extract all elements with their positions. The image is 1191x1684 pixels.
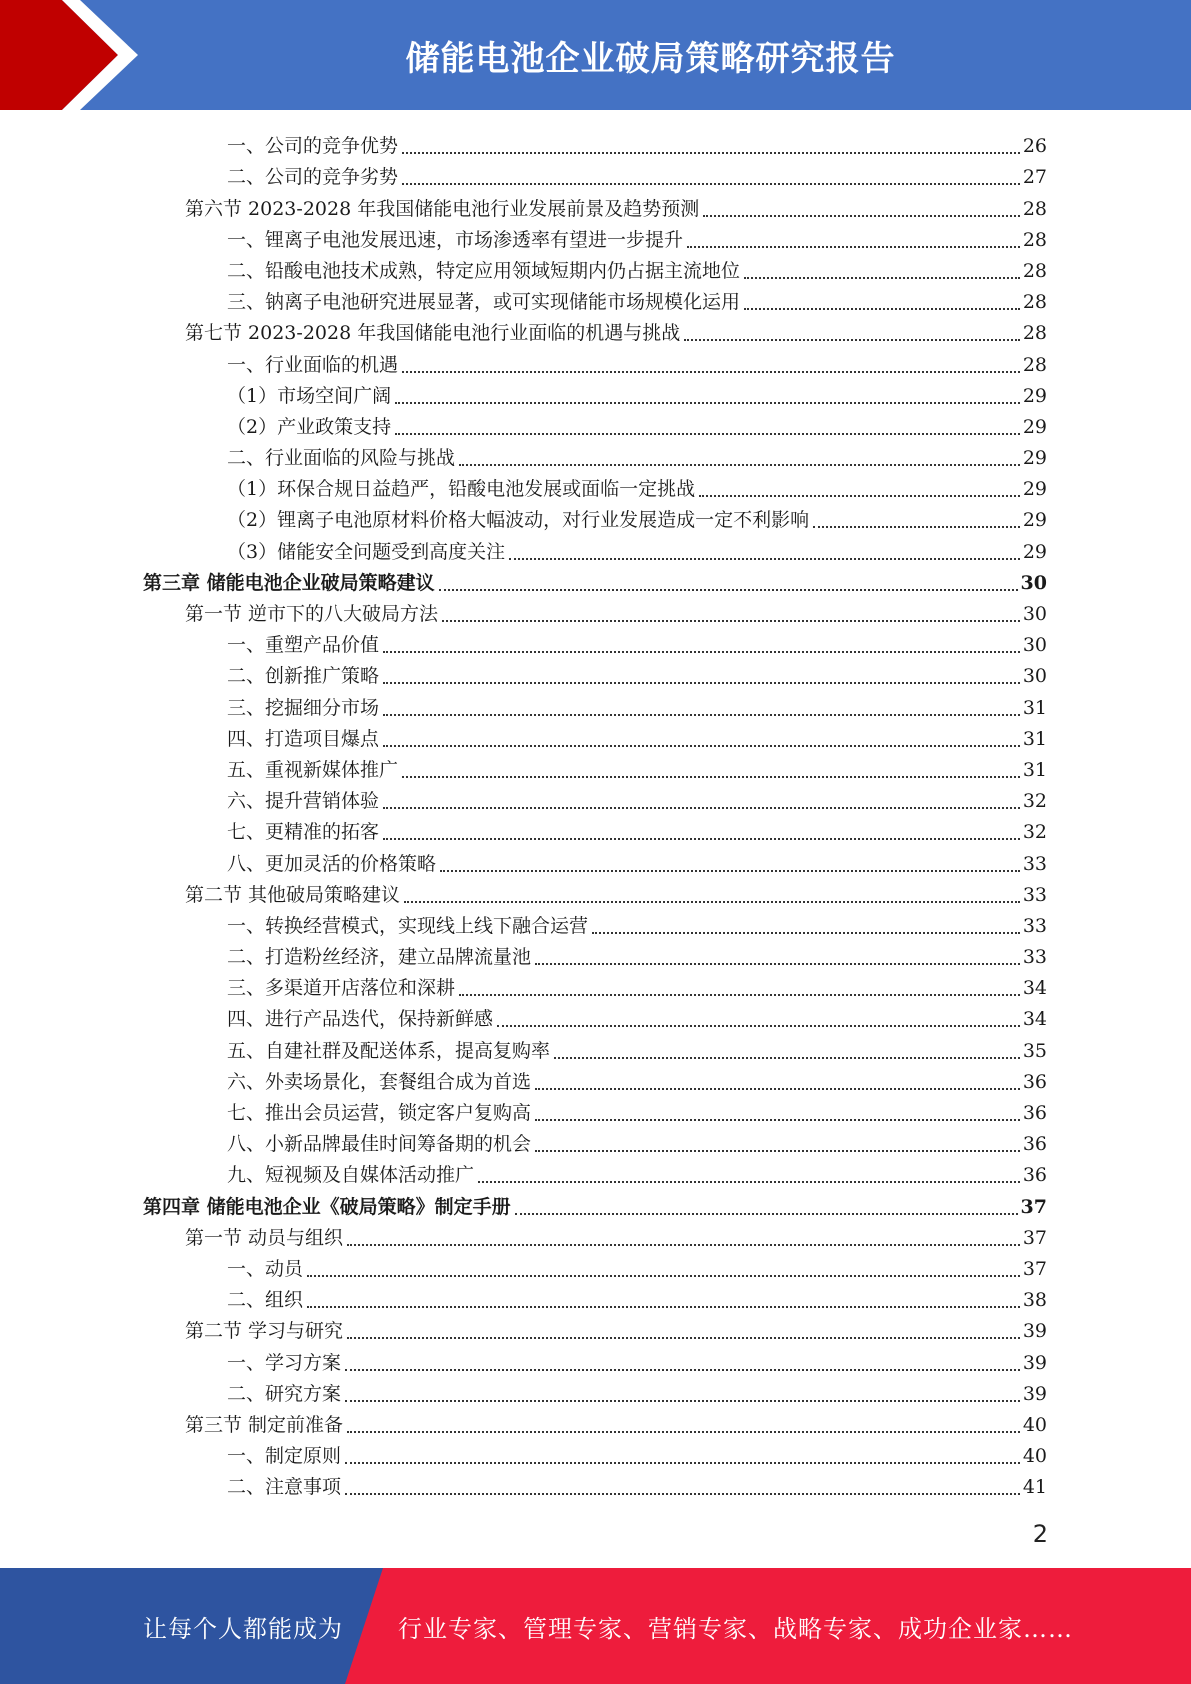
toc-entry-page: 33 <box>1022 883 1047 906</box>
toc-entry-page: 31 <box>1022 727 1047 750</box>
toc-entry-title: 八、小新品牌最佳时间筹备期的机会 <box>227 1133 532 1156</box>
toc-entry-title: 一、行业面临的机遇 <box>227 353 399 376</box>
toc-dot-leader <box>440 869 1020 872</box>
toc-entry-page: 29 <box>1022 384 1047 407</box>
toc-entry-page: 31 <box>1022 696 1047 719</box>
page-header <box>0 0 1191 110</box>
toc-entry-title: 三、多渠道开店落位和深耕 <box>227 977 456 1000</box>
toc-dot-leader <box>478 1180 1020 1183</box>
toc-entry-title: 二、铅酸电池技术成熟，特定应用领域短期内仍占据主流地位 <box>227 259 741 282</box>
toc-entry-page: 37 <box>1022 1257 1047 1280</box>
toc-entry-page: 26 <box>1022 135 1047 158</box>
toc-entry-page: 34 <box>1022 977 1047 1000</box>
toc-entry-title: 四、打造项目爆点 <box>227 727 380 750</box>
toc-dot-leader <box>497 1024 1020 1027</box>
toc-dot-leader <box>345 1399 1020 1402</box>
toc-dot-leader <box>592 931 1020 934</box>
toc-entry-page: 29 <box>1022 415 1047 438</box>
toc-entry-title: 一、制定原则 <box>227 1445 342 1468</box>
toc-entry-title: 五、自建社群及配送体系，提高复购率 <box>227 1039 551 1062</box>
toc-entry-title: 第三节 制定前准备 <box>185 1413 344 1436</box>
toc-entry-page: 28 <box>1022 322 1047 345</box>
toc-dot-leader <box>345 1368 1020 1371</box>
toc-chapter-row[interactable] <box>0 1187 1047 1218</box>
toc-dot-leader <box>744 307 1020 310</box>
toc-subsection-row[interactable] <box>0 969 1047 1000</box>
toc-entry-page: 36 <box>1022 1070 1047 1093</box>
toc-subsection-row[interactable] <box>0 844 1047 875</box>
toc-dot-leader <box>684 338 1020 341</box>
toc-entry-page: 39 <box>1022 1382 1047 1405</box>
toc-entry-title: （2）锂离子电池原材料价格大幅波动，对行业发展造成一定不利影响 <box>227 509 810 532</box>
toc-dot-leader <box>813 525 1020 528</box>
toc-dot-leader <box>535 962 1020 965</box>
toc-dot-leader <box>402 775 1020 778</box>
toc-entry-title: 第六节 2023-2028 年我国储能电池行业发展前景及趋势预测 <box>185 197 700 220</box>
toc-entry-title: 第一节 动员与组织 <box>185 1226 344 1249</box>
toc-subsection-row[interactable] <box>0 1125 1047 1156</box>
toc-dot-leader <box>402 370 1020 373</box>
toc-dot-leader <box>395 432 1020 435</box>
toc-section-row[interactable] <box>0 1219 1047 1250</box>
toc-entry-title: 四、进行产品迭代，保持新鲜感 <box>227 1008 494 1031</box>
toc-entry-page: 28 <box>1022 228 1047 251</box>
toc-entry-title: 一、锂离子电池发展迅速，市场渗透率有望进一步提升 <box>227 228 684 251</box>
toc-entry-title: 三、挖掘细分市场 <box>227 696 380 719</box>
toc-entry-page: 32 <box>1022 821 1047 844</box>
toc-subsection-row[interactable] <box>0 1375 1047 1406</box>
toc-dot-leader <box>535 1087 1020 1090</box>
toc-entry-page: 35 <box>1022 1039 1047 1062</box>
toc-entry-title: 五、重视新媒体推广 <box>227 758 399 781</box>
toc-dot-leader <box>535 1118 1020 1121</box>
toc-section-row[interactable] <box>0 1312 1047 1343</box>
toc-entry-title: （1）市场空间广阔 <box>227 384 392 407</box>
header-arrow-decoration <box>0 0 160 110</box>
toc-subsection-row[interactable] <box>0 470 1047 501</box>
toc-subsection-row[interactable] <box>0 158 1047 189</box>
toc-entry-page: 34 <box>1022 1008 1047 1031</box>
toc-entry-title: 第一节 逆市下的八大破局方法 <box>185 603 439 625</box>
toc-subsection-row[interactable] <box>0 1063 1047 1094</box>
toc-entry-page: 37 <box>1022 1226 1047 1249</box>
toc-entry-title: 一、公司的竞争优势 <box>227 135 399 158</box>
toc-entry-title: 三、钠离子电池研究进展显著，或可实现储能市场规模化运用 <box>227 291 741 314</box>
toc-entry-page: 38 <box>1022 1289 1047 1312</box>
toc-subsection-row[interactable] <box>0 221 1047 252</box>
toc-entry-page: 28 <box>1022 353 1047 376</box>
toc-dot-leader <box>404 900 1020 903</box>
toc-dot-leader <box>535 1149 1020 1152</box>
toc-dot-leader <box>442 619 1020 622</box>
toc-entry-page: 40 <box>1022 1445 1047 1468</box>
toc-dot-leader <box>439 588 1018 591</box>
toc-section-row[interactable] <box>0 189 1047 220</box>
toc-entry-title: 一、学习方案 <box>227 1351 342 1374</box>
toc-entry-title: 九、短视频及自媒体活动推广 <box>227 1164 475 1187</box>
toc-dot-leader <box>347 1430 1020 1433</box>
toc-entry-page: 29 <box>1022 478 1047 501</box>
toc-dot-leader <box>383 681 1020 684</box>
toc-dot-leader <box>703 214 1020 217</box>
toc-subsection-row[interactable] <box>0 907 1047 938</box>
toc-entry-page: 28 <box>1022 259 1047 282</box>
toc-entry-page: 33 <box>1022 946 1047 969</box>
toc-entry-page: 41 <box>1022 1476 1047 1499</box>
toc-dot-leader <box>699 494 1020 497</box>
toc-entry-page: 39 <box>1022 1320 1047 1343</box>
toc-entry-title: 第七节 2023-2028 年我国储能电池行业面临的机遇与挑战 <box>185 322 681 345</box>
toc-entry-title: 第三章 储能电池企业破局策略建议 <box>143 571 435 594</box>
toc-dot-leader <box>307 1305 1020 1308</box>
toc-entry-title: 第四章 储能电池企业《破局策略》制定手册 <box>143 1195 511 1218</box>
toc-entry-title: 第二节 其他破局策略建议 <box>185 883 401 906</box>
toc-entry-title: （2）产业政策支持 <box>227 415 392 438</box>
toc-subsection-row[interactable] <box>0 439 1047 470</box>
toc-entry-page: 30 <box>1022 634 1047 657</box>
toc-dot-leader <box>345 1492 1020 1495</box>
toc-entry-title: 一、重塑产品价值 <box>227 634 380 657</box>
toc-dot-leader <box>459 463 1020 466</box>
toc-subsection-row[interactable] <box>0 626 1047 657</box>
toc-section-row[interactable] <box>0 876 1047 907</box>
toc-entry-page: 36 <box>1022 1133 1047 1156</box>
toc-subsection-row[interactable] <box>0 688 1047 719</box>
toc-entry-title: （3）储能安全问题受到高度关注 <box>227 540 506 563</box>
toc-subsection-row[interactable] <box>0 408 1047 439</box>
toc-entry-page: 39 <box>1022 1351 1047 1374</box>
toc-entry-page: 33 <box>1022 852 1047 875</box>
toc-entry-title: 二、创新推广策略 <box>227 665 380 688</box>
toc-subsection-row[interactable] <box>0 345 1047 376</box>
page-number: 2 <box>1032 1520 1048 1548</box>
toc-subsection-row[interactable] <box>0 1094 1047 1125</box>
toc-subsection-row[interactable] <box>0 938 1047 969</box>
toc-entry-title: 第二节 学习与研究 <box>185 1320 344 1343</box>
footer-slogan-right: 行业专家、管理专家、营销专家、战略专家、成功企业家…… <box>398 1614 1073 1643</box>
toc-dot-leader <box>307 1274 1020 1277</box>
toc-entry-title: 六、提升营销体验 <box>227 790 380 813</box>
toc-entry-page: 30 <box>1020 571 1047 594</box>
toc-entry-title: 二、注意事项 <box>227 1476 342 1499</box>
toc-entry-title: 二、研究方案 <box>227 1382 342 1405</box>
toc-dot-leader <box>554 1056 1020 1059</box>
toc-entry-title: 二、行业面临的风险与挑战 <box>227 447 456 470</box>
footer-slogan-left: 让每个人都能成为 <box>143 1614 343 1643</box>
toc-entry-title: 七、推出会员运营，锁定客户复购高 <box>227 1102 532 1124</box>
page-footer <box>0 1568 1191 1684</box>
toc-dot-leader <box>383 806 1020 809</box>
toc-subsection-row[interactable] <box>0 751 1047 782</box>
toc-subsection-row[interactable] <box>0 283 1047 314</box>
toc-entry-title: 七、更精准的拓客 <box>227 821 380 844</box>
toc-subsection-row[interactable] <box>0 1000 1047 1031</box>
toc-subsection-row[interactable] <box>0 782 1047 813</box>
toc-entry-page: 31 <box>1022 758 1047 781</box>
toc-entry-title: 二、组织 <box>227 1289 304 1312</box>
toc-subsection-row[interactable] <box>0 501 1047 532</box>
toc-entry-page: 29 <box>1022 540 1047 563</box>
toc-dot-leader <box>345 1461 1020 1464</box>
toc-subsection-row[interactable] <box>0 252 1047 283</box>
toc-subsection-row[interactable] <box>0 127 1047 158</box>
toc-dot-leader <box>459 993 1020 996</box>
toc-subsection-row[interactable] <box>0 1281 1047 1312</box>
toc-entry-page: 30 <box>1022 603 1047 625</box>
toc-entry-title: （1）环保合规日益趋严，铅酸电池发展或面临一定挑战 <box>227 478 696 501</box>
toc-subsection-row[interactable] <box>0 1031 1047 1062</box>
toc-entry-page: 33 <box>1022 914 1047 937</box>
toc-entry-page: 28 <box>1022 291 1047 314</box>
table-of-contents <box>0 127 1191 1499</box>
toc-subsection-row[interactable] <box>0 1437 1047 1468</box>
toc-entry-page: 32 <box>1022 790 1047 813</box>
toc-dot-leader <box>383 744 1020 747</box>
toc-entry-page: 30 <box>1022 665 1047 688</box>
toc-subsection-row[interactable] <box>0 1156 1047 1187</box>
toc-dot-leader <box>395 401 1020 404</box>
toc-dot-leader <box>687 245 1020 248</box>
toc-entry-page: 36 <box>1022 1164 1047 1187</box>
toc-subsection-row[interactable] <box>0 720 1047 751</box>
toc-subsection-row[interactable] <box>0 377 1047 408</box>
toc-entry-title: 一、动员 <box>227 1257 304 1280</box>
toc-entry-page: 36 <box>1022 1102 1047 1124</box>
toc-section-row[interactable] <box>0 595 1047 626</box>
toc-dot-leader <box>402 151 1020 154</box>
toc-entry-title: 一、转换经营模式，实现线上线下融合运营 <box>227 914 589 937</box>
toc-entry-page: 27 <box>1022 166 1047 189</box>
toc-subsection-row[interactable] <box>0 1343 1047 1374</box>
toc-subsection-row[interactable] <box>0 1468 1047 1499</box>
toc-subsection-row[interactable] <box>0 532 1047 563</box>
toc-dot-leader <box>515 1212 1018 1215</box>
toc-subsection-row[interactable] <box>0 813 1047 844</box>
toc-entry-page: 40 <box>1022 1413 1047 1436</box>
report-title: 储能电池企业破局策略研究报告 <box>405 38 896 79</box>
toc-dot-leader <box>509 557 1020 560</box>
toc-chapter-row[interactable] <box>0 564 1047 595</box>
toc-dot-leader <box>383 713 1020 716</box>
toc-dot-leader <box>347 1243 1020 1246</box>
toc-dot-leader <box>383 650 1020 653</box>
toc-entry-page: 28 <box>1022 197 1047 220</box>
toc-subsection-row[interactable] <box>0 1250 1047 1281</box>
toc-entry-page: 37 <box>1020 1195 1047 1218</box>
toc-entry-title: 八、更加灵活的价格策略 <box>227 852 437 875</box>
toc-entry-page: 29 <box>1022 509 1047 532</box>
toc-dot-leader <box>347 1336 1020 1339</box>
toc-dot-leader <box>402 182 1020 185</box>
toc-entry-page: 29 <box>1022 447 1047 470</box>
toc-dot-leader <box>744 276 1020 279</box>
toc-section-row[interactable] <box>0 314 1047 345</box>
toc-section-row[interactable] <box>0 1406 1047 1437</box>
toc-dot-leader <box>383 837 1020 840</box>
toc-entry-title: 六、外卖场景化，套餐组合成为首选 <box>227 1070 532 1093</box>
toc-subsection-row[interactable] <box>0 657 1047 688</box>
toc-entry-title: 二、打造粉丝经济，建立品牌流量池 <box>227 946 532 969</box>
toc-entry-title: 二、公司的竞争劣势 <box>227 166 399 189</box>
